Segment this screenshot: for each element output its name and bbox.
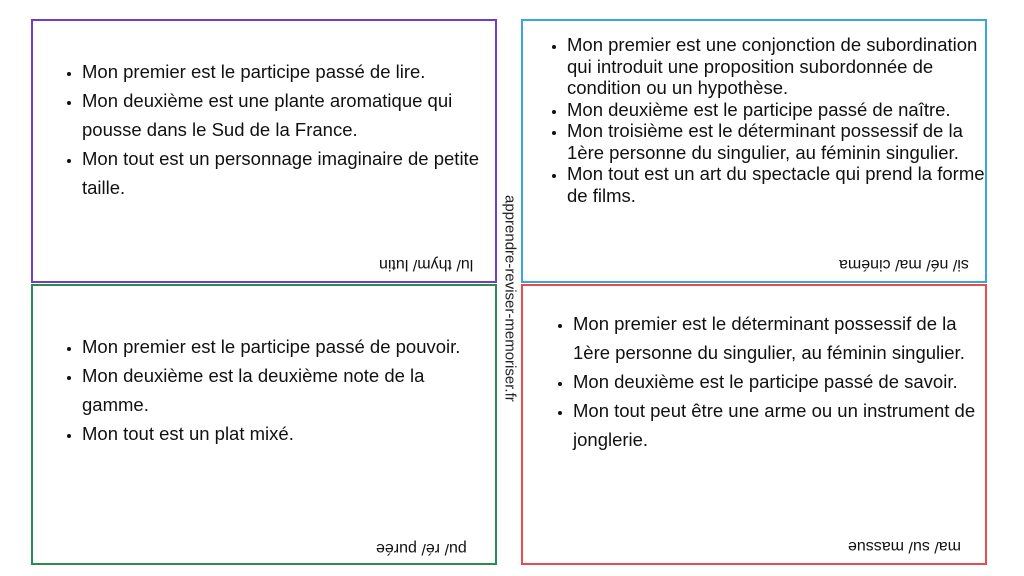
clue-item: • Mon premier est le participe passé de lire.	[82, 57, 487, 86]
clue-item: • Mon premier est le déterminant possessif de la 1ère personne du singulier, au féminin singulier.	[573, 309, 993, 367]
riddle-card-lutin	[31, 19, 497, 283]
clue-item: • Mon tout est un plat mixé.	[82, 419, 487, 448]
answer-text: pu/ ré/ purée	[376, 540, 467, 557]
answer-text: lu/ thym/ lutin	[378, 256, 473, 273]
clue-item: • Mon premier est une conjonction de subordination qui introduit une proposition subordonnée de condition ou un hypothèse.	[567, 34, 987, 99]
riddle-card-puree	[31, 284, 497, 565]
clue-list	[547, 34, 987, 206]
clue-item: • Mon troisième est le déterminant possessif de la 1ère personne du singulier, au féminin singulier.	[567, 120, 987, 163]
clue-item: • Mon tout peut être une arme ou un instrument de jonglerie.	[573, 396, 993, 454]
clue-item: • Mon deuxième est le participe passé de savoir.	[573, 367, 993, 396]
clue-item: • Mon deuxième est une plante aromatique qui pousse dans le Sud de la France.	[82, 86, 487, 144]
clue-item: • Mon tout est un personnage imaginaire de petite taille.	[82, 144, 487, 202]
clue-list	[62, 57, 487, 202]
watermark-text: apprendre-reviser-memoriser.fr	[501, 195, 519, 402]
clue-list	[553, 309, 993, 454]
clue-item: • Mon deuxième est le participe passé de naître.	[567, 99, 987, 121]
riddle-card-cinema	[521, 19, 987, 283]
clue-item: • Mon tout est un art du spectacle qui prend la forme de films.	[567, 163, 987, 206]
clue-item: • Mon deuxième est la deuxième note de la gamme.	[82, 361, 487, 419]
answer-text: si/ né/ ma/ cinéma	[839, 256, 969, 273]
clue-item: • Mon premier est le participe passé de pouvoir.	[82, 332, 487, 361]
answer-text: ma/ su/ massue	[848, 538, 961, 555]
riddle-card-massue	[521, 284, 987, 565]
clue-list	[62, 332, 487, 448]
